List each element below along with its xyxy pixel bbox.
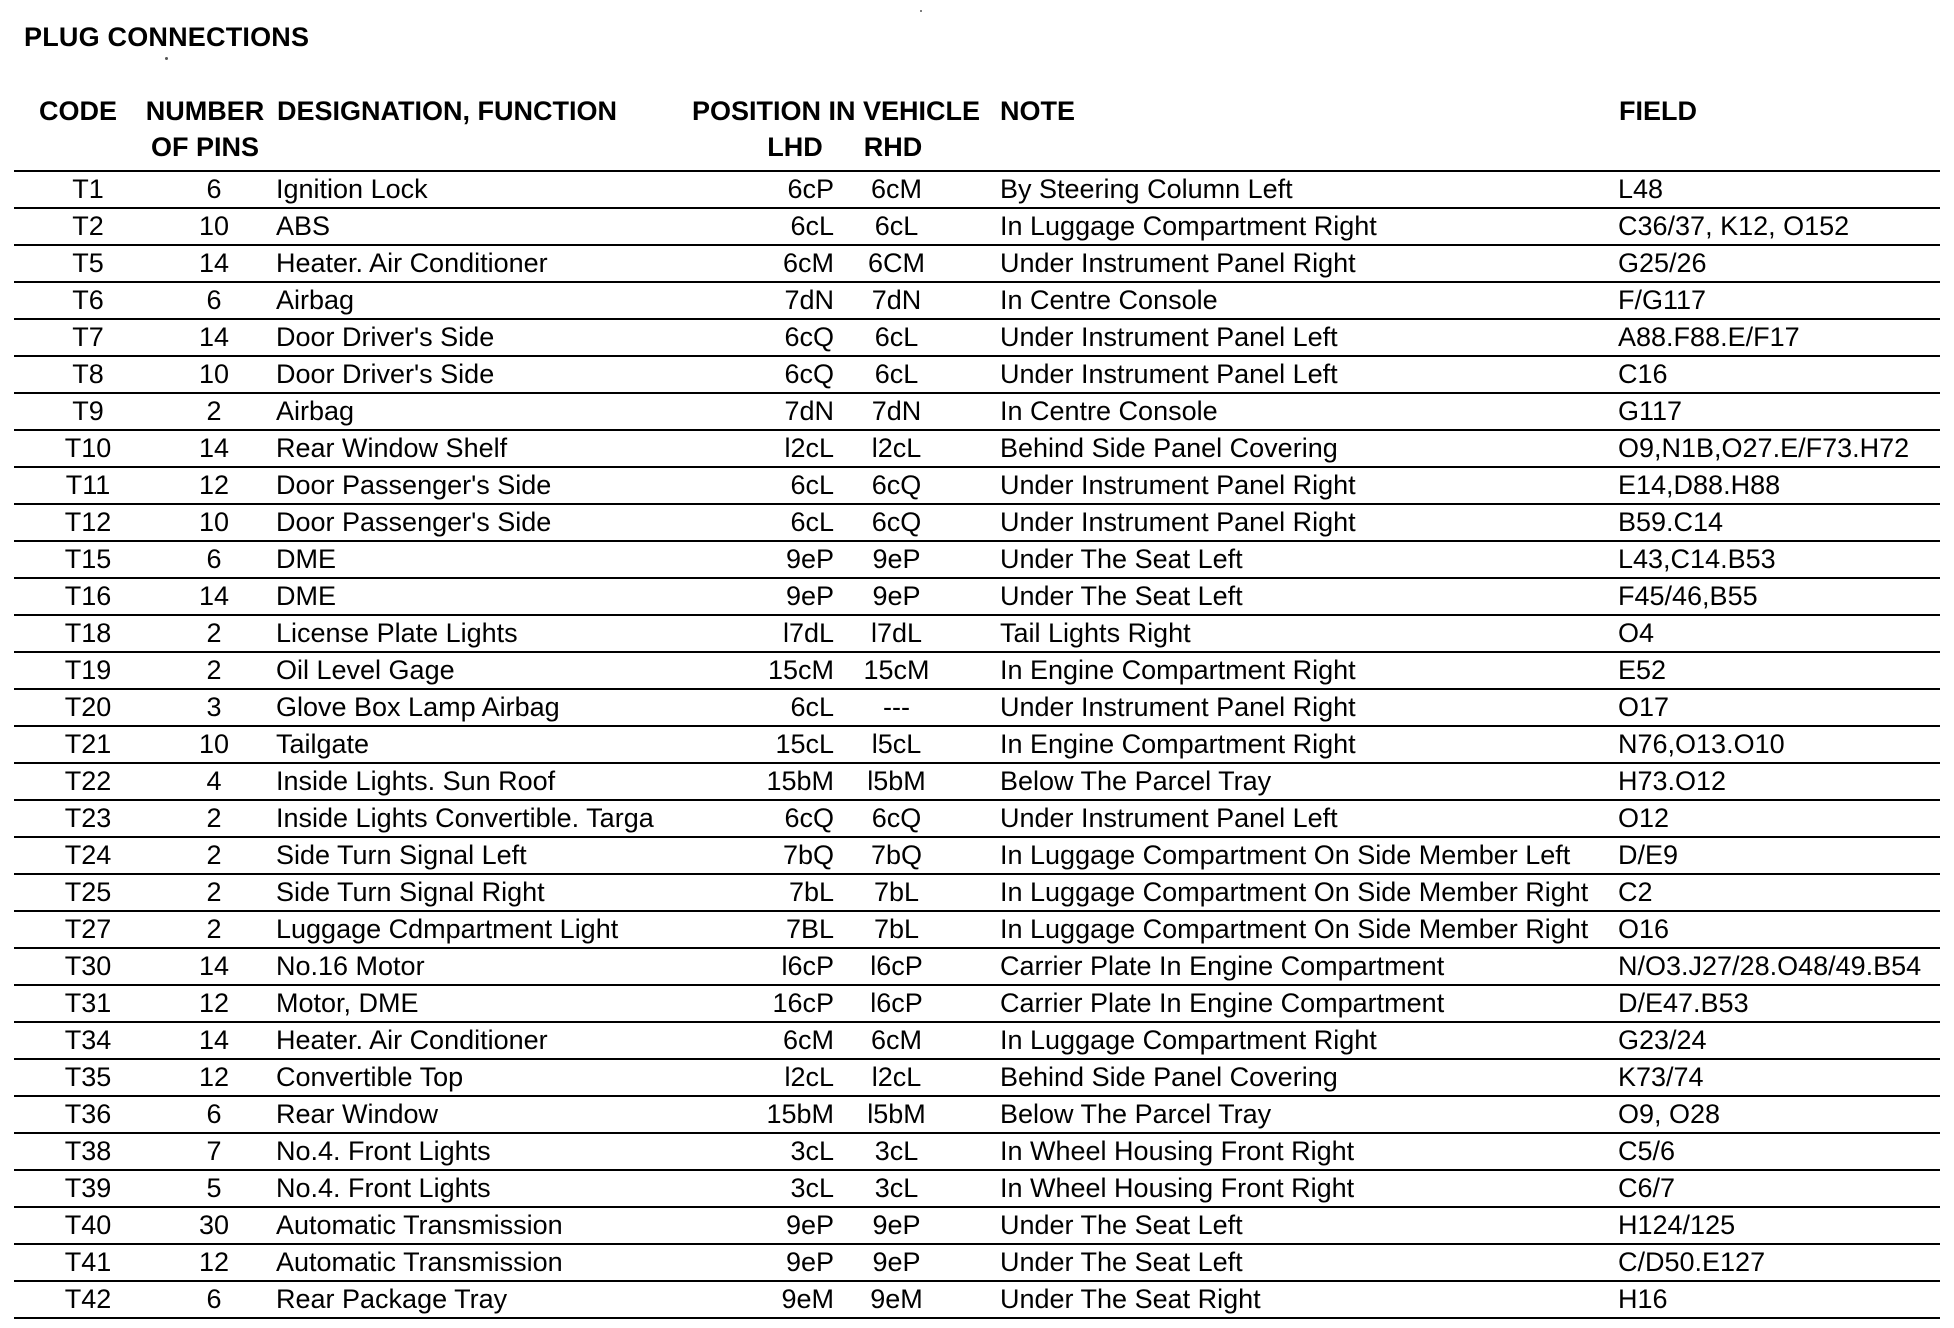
pins-cell: 14 (198, 1025, 230, 1055)
rhd-position-cell: 6CM (867, 248, 925, 278)
code-cell: T22 (64, 766, 112, 796)
note-cell: In Engine Compartment Right (1000, 729, 1356, 759)
code-cell: T24 (64, 840, 112, 870)
field-cell: K73/74 (1618, 1062, 1704, 1092)
field-cell: O4 (1618, 618, 1655, 648)
pins-cell: 6 (206, 544, 222, 574)
field-cell: C2 (1618, 877, 1653, 907)
note-cell: Under Instrument Panel Right (1000, 507, 1356, 537)
table-row (14, 320, 1940, 357)
table-row (14, 357, 1940, 394)
note-cell: By Steering Column Left (1000, 174, 1293, 204)
designation-cell: Side Turn Signal Left (276, 840, 527, 870)
note-cell: In Centre Console (1000, 285, 1218, 315)
table-row (14, 209, 1940, 246)
table-row (14, 986, 1940, 1023)
rhd-position-cell: l5bM (867, 766, 926, 796)
note-cell: In Luggage Compartment On Side Member Right (1000, 877, 1589, 907)
designation-cell: License Plate Lights (276, 618, 518, 648)
note-cell: Under Instrument Panel Left (1000, 322, 1338, 352)
lhd-position-cell: 6cP (787, 174, 834, 204)
designation-cell: Heater. Air Conditioner (276, 1025, 548, 1055)
field-cell: L48 (1618, 174, 1664, 204)
code-cell: T9 (72, 396, 104, 426)
table-row (14, 912, 1940, 949)
rhd-position-cell: 6cL (874, 359, 919, 389)
field-cell: C/D50.E127 (1618, 1247, 1766, 1277)
field-cell: H16 (1618, 1284, 1668, 1314)
header-rhd: RHD (863, 132, 923, 162)
note-cell: In Wheel Housing Front Right (1000, 1136, 1355, 1166)
scan-speck (920, 10, 922, 12)
table-row (14, 1171, 1940, 1208)
table-row (14, 1134, 1940, 1171)
note-cell: Behind Side Panel Covering (1000, 433, 1338, 463)
table-row (14, 246, 1940, 283)
header-designation: DESIGNATION, FUNCTION (277, 96, 617, 126)
rhd-position-cell: 9eM (870, 1284, 923, 1314)
note-cell: Under The Seat Right (1000, 1284, 1261, 1314)
lhd-position-cell: 6cL (790, 470, 834, 500)
field-cell: O17 (1618, 692, 1670, 722)
pins-cell: 3 (206, 692, 222, 722)
designation-cell: Oil Level Gage (276, 655, 455, 685)
designation-cell: DME (276, 581, 336, 611)
table-row (14, 468, 1940, 505)
pins-cell: 2 (206, 618, 222, 648)
lhd-position-cell: 9eM (781, 1284, 834, 1314)
designation-cell: Inside Lights Convertible. Targa (276, 803, 654, 833)
note-cell: In Wheel Housing Front Right (1000, 1173, 1355, 1203)
plug-connections-table (14, 170, 1940, 1319)
pins-cell: 10 (198, 211, 230, 241)
designation-cell: Glove Box Lamp Airbag (276, 692, 560, 722)
code-cell: T16 (64, 581, 112, 611)
field-cell: D/E9 (1618, 840, 1679, 870)
code-cell: T2 (72, 211, 104, 241)
lhd-position-cell: l6cP (781, 951, 834, 981)
designation-cell: Tailgate (276, 729, 370, 759)
field-cell: H73.O12 (1618, 766, 1727, 796)
pins-cell: 14 (198, 581, 230, 611)
pins-cell: 5 (206, 1173, 222, 1203)
table-row (14, 505, 1940, 542)
designation-cell: Convertible Top (276, 1062, 464, 1092)
note-cell: Tail Lights Right (1000, 618, 1191, 648)
code-cell: T6 (72, 285, 104, 315)
rhd-position-cell: 9eP (872, 581, 921, 611)
rhd-position-cell: l5cL (871, 729, 922, 759)
rhd-position-cell: 9eP (872, 544, 921, 574)
lhd-position-cell: 15cL (775, 729, 834, 759)
table-row (14, 542, 1940, 579)
field-cell: E52 (1618, 655, 1667, 685)
rhd-position-cell: --- (883, 692, 910, 722)
note-cell: Below The Parcel Tray (1000, 1099, 1272, 1129)
header-lhd: LHD (767, 132, 823, 162)
header-position: POSITION IN VEHICLE (692, 96, 981, 126)
pins-cell: 6 (206, 285, 222, 315)
lhd-position-cell: 6cM (782, 248, 834, 278)
note-cell: In Luggage Compartment Right (1000, 1025, 1377, 1055)
field-cell: E14,D88.H88 (1618, 470, 1781, 500)
rhd-position-cell: l2cL (871, 1062, 922, 1092)
field-cell: G117 (1618, 396, 1683, 426)
field-cell: F/G117 (1618, 285, 1707, 315)
designation-cell: Airbag (276, 396, 355, 426)
designation-cell: ABS (276, 211, 331, 241)
lhd-position-cell: l2cL (784, 433, 834, 463)
table-row (14, 1097, 1940, 1134)
field-cell: N/O3.J27/28.O48/49.B54 (1618, 951, 1922, 981)
pins-cell: 30 (198, 1210, 230, 1240)
note-cell: Carrier Plate In Engine Compartment (1000, 988, 1445, 1018)
code-cell: T27 (64, 914, 112, 944)
table-row (14, 579, 1940, 616)
code-cell: T7 (72, 322, 104, 352)
note-cell: Under The Seat Left (1000, 1247, 1243, 1277)
table-row (14, 394, 1940, 431)
table-row (14, 1282, 1940, 1319)
designation-cell: DME (276, 544, 336, 574)
note-cell: In Luggage Compartment On Side Member Left (1000, 840, 1571, 870)
pins-cell: 14 (198, 951, 230, 981)
rhd-position-cell: 7bL (873, 914, 920, 944)
table-row (14, 764, 1940, 801)
field-cell: O9,N1B,O27.E/F73.H72 (1618, 433, 1910, 463)
lhd-position-cell: 7dN (784, 285, 834, 315)
pins-cell: 12 (198, 988, 230, 1018)
pins-cell: 6 (206, 1284, 222, 1314)
rhd-position-cell: l5bM (867, 1099, 926, 1129)
rhd-position-cell: 6cL (874, 322, 919, 352)
note-cell: In Centre Console (1000, 396, 1218, 426)
table-row (14, 283, 1940, 320)
scan-speck (165, 57, 168, 60)
table-row (14, 875, 1940, 912)
code-cell: T35 (64, 1062, 112, 1092)
code-cell: T31 (64, 988, 112, 1018)
table-row (14, 653, 1940, 690)
code-cell: T11 (65, 470, 111, 500)
lhd-position-cell: 6cL (790, 692, 834, 722)
rhd-position-cell: 9eP (872, 1210, 921, 1240)
designation-cell: Door Passenger's Side (276, 507, 552, 537)
lhd-position-cell: 7bL (788, 877, 834, 907)
code-cell: T8 (72, 359, 104, 389)
table-row (14, 616, 1940, 653)
rhd-position-cell: 6cQ (871, 803, 922, 833)
field-cell: N76,O13.O10 (1618, 729, 1785, 759)
rhd-position-cell: 6cL (874, 211, 919, 241)
note-cell: In Luggage Compartment Right (1000, 211, 1377, 241)
code-cell: T25 (64, 877, 112, 907)
code-cell: T36 (64, 1099, 112, 1129)
pins-cell: 10 (198, 507, 230, 537)
designation-cell: Rear Window Shelf (276, 433, 508, 463)
field-cell: C6/7 (1618, 1173, 1676, 1203)
header-note: NOTE (1000, 96, 1076, 126)
rhd-position-cell: 3cL (874, 1173, 919, 1203)
table-row (14, 727, 1940, 764)
code-cell: T15 (64, 544, 112, 574)
table-row (14, 838, 1940, 875)
note-cell: Under The Seat Left (1000, 1210, 1243, 1240)
pins-cell: 2 (206, 877, 222, 907)
note-cell: Under Instrument Panel Right (1000, 470, 1356, 500)
header-field: FIELD (1619, 96, 1697, 126)
pins-cell: 14 (198, 433, 230, 463)
designation-cell: Ignition Lock (276, 174, 428, 204)
page-title: PLUG CONNECTIONS (24, 22, 310, 52)
pins-cell: 12 (198, 1247, 230, 1277)
code-cell: T39 (64, 1173, 112, 1203)
field-cell: L43,C14.B53 (1618, 544, 1776, 574)
designation-cell: Motor, DME (276, 988, 419, 1018)
header-number-line1: NUMBER (145, 96, 265, 126)
pins-cell: 4 (206, 766, 222, 796)
code-cell: T20 (64, 692, 112, 722)
note-cell: Under Instrument Panel Left (1000, 359, 1338, 389)
table-row (14, 690, 1940, 727)
rhd-position-cell: l6cP (870, 988, 923, 1018)
lhd-position-cell: l7dL (782, 618, 834, 648)
note-cell: In Luggage Compartment On Side Member Right (1000, 914, 1589, 944)
designation-cell: Door Driver's Side (276, 322, 495, 352)
field-cell: C36/37, K12, O152 (1618, 211, 1850, 241)
code-cell: T41 (64, 1247, 112, 1277)
code-cell: T38 (64, 1136, 112, 1166)
rhd-position-cell: 7bQ (870, 840, 923, 870)
pins-cell: 2 (206, 803, 222, 833)
table-row (14, 172, 1940, 209)
note-cell: In Engine Compartment Right (1000, 655, 1356, 685)
pins-cell: 7 (206, 1136, 222, 1166)
lhd-position-cell: 7dN (784, 396, 834, 426)
lhd-position-cell: 6cM (782, 1025, 834, 1055)
field-cell: F45/46,B55 (1618, 581, 1758, 611)
pins-cell: 12 (198, 1062, 230, 1092)
code-cell: T12 (64, 507, 112, 537)
note-cell: Under The Seat Left (1000, 544, 1243, 574)
field-cell: O12 (1618, 803, 1670, 833)
pins-cell: 2 (206, 396, 222, 426)
rhd-position-cell: 6cQ (871, 507, 922, 537)
lhd-position-cell: 9eP (785, 581, 834, 611)
designation-cell: Heater. Air Conditioner (276, 248, 548, 278)
note-cell: Behind Side Panel Covering (1000, 1062, 1338, 1092)
designation-cell: Luggage Cdmpartment Light (276, 914, 619, 944)
designation-cell: Rear Window (276, 1099, 439, 1129)
pins-cell: 2 (206, 840, 222, 870)
rhd-position-cell: 6cM (870, 174, 922, 204)
lhd-position-cell: 16cP (772, 988, 834, 1018)
field-cell: C5/6 (1618, 1136, 1676, 1166)
lhd-position-cell: 7bQ (782, 840, 834, 870)
lhd-position-cell: 7BL (785, 914, 834, 944)
designation-cell: Rear Package Tray (276, 1284, 508, 1314)
field-cell: D/E47.B53 (1618, 988, 1749, 1018)
designation-cell: Automatic Transmission (276, 1210, 563, 1240)
designation-cell: No.16 Motor (276, 951, 425, 981)
table-row (14, 801, 1940, 838)
lhd-position-cell: 6cQ (784, 803, 834, 833)
lhd-position-cell: 15cM (767, 655, 834, 685)
lhd-position-cell: 9eP (785, 1210, 834, 1240)
code-cell: T5 (72, 248, 104, 278)
rhd-position-cell: 7dN (871, 285, 922, 315)
designation-cell: Door Passenger's Side (276, 470, 552, 500)
designation-cell: Inside Lights. Sun Roof (276, 766, 556, 796)
lhd-position-cell: 15bM (766, 766, 834, 796)
table-row (14, 1245, 1940, 1282)
pins-cell: 2 (206, 655, 222, 685)
lhd-position-cell: 6cL (790, 507, 834, 537)
field-cell: O16 (1618, 914, 1670, 944)
designation-cell: No.4. Front Lights (276, 1136, 491, 1166)
field-cell: H124/125 (1618, 1210, 1736, 1240)
code-cell: T30 (64, 951, 112, 981)
rhd-position-cell: 3cL (874, 1136, 919, 1166)
rhd-position-cell: l6cP (870, 951, 923, 981)
rhd-position-cell: 6cM (870, 1025, 922, 1055)
lhd-position-cell: 3cL (790, 1136, 834, 1166)
code-cell: T34 (64, 1025, 112, 1055)
lhd-position-cell: 6cQ (784, 359, 834, 389)
table-row (14, 1060, 1940, 1097)
note-cell: Under The Seat Left (1000, 581, 1243, 611)
note-cell: Under Instrument Panel Right (1000, 248, 1356, 278)
field-cell: G25/26 (1618, 248, 1707, 278)
designation-cell: Side Turn Signal Right (276, 877, 545, 907)
designation-cell: No.4. Front Lights (276, 1173, 491, 1203)
pins-cell: 14 (198, 248, 230, 278)
field-cell: G23/24 (1618, 1025, 1707, 1055)
code-cell: T1 (72, 174, 104, 204)
lhd-position-cell: 15bM (766, 1099, 834, 1129)
code-cell: T19 (64, 655, 112, 685)
field-cell: O9, O28 (1618, 1099, 1721, 1129)
pins-cell: 2 (206, 914, 222, 944)
code-cell: T18 (64, 618, 112, 648)
rhd-position-cell: l2cL (871, 433, 922, 463)
pins-cell: 6 (206, 174, 222, 204)
code-cell: T10 (64, 433, 112, 463)
code-cell: T40 (64, 1210, 112, 1240)
pins-cell: 10 (198, 729, 230, 759)
note-cell: Under Instrument Panel Right (1000, 692, 1356, 722)
rhd-position-cell: l7dL (870, 618, 923, 648)
field-cell: B59.C14 (1618, 507, 1724, 537)
table-row (14, 949, 1940, 986)
rhd-position-cell: 9eP (872, 1247, 921, 1277)
field-cell: A88.F88.E/F17 (1618, 322, 1800, 352)
lhd-position-cell: 6cL (790, 211, 834, 241)
designation-cell: Automatic Transmission (276, 1247, 563, 1277)
pins-cell: 10 (198, 359, 230, 389)
table-row (14, 1023, 1940, 1060)
pins-cell: 14 (198, 322, 230, 352)
table-row (14, 1208, 1940, 1245)
lhd-position-cell: l2cL (784, 1062, 834, 1092)
rhd-position-cell: 15cM (863, 655, 930, 685)
rhd-position-cell: 7dN (871, 396, 922, 426)
note-cell: Carrier Plate In Engine Compartment (1000, 951, 1445, 981)
designation-cell: Airbag (276, 285, 355, 315)
lhd-position-cell: 6cQ (784, 322, 834, 352)
lhd-position-cell: 9eP (785, 544, 834, 574)
note-cell: Under Instrument Panel Left (1000, 803, 1338, 833)
rhd-position-cell: 6cQ (871, 470, 922, 500)
lhd-position-cell: 9eP (785, 1247, 834, 1277)
pins-cell: 12 (198, 470, 230, 500)
designation-cell: Door Driver's Side (276, 359, 495, 389)
code-cell: T23 (64, 803, 112, 833)
note-cell: Below The Parcel Tray (1000, 766, 1272, 796)
rhd-position-cell: 7bL (873, 877, 920, 907)
code-cell: T21 (64, 729, 112, 759)
header-number-line2: OF PINS (150, 132, 259, 162)
header-code: CODE (38, 96, 117, 126)
field-cell: C16 (1618, 359, 1668, 389)
code-cell: T42 (64, 1284, 112, 1314)
table-row (14, 431, 1940, 468)
pins-cell: 6 (206, 1099, 222, 1129)
lhd-position-cell: 3cL (790, 1173, 834, 1203)
